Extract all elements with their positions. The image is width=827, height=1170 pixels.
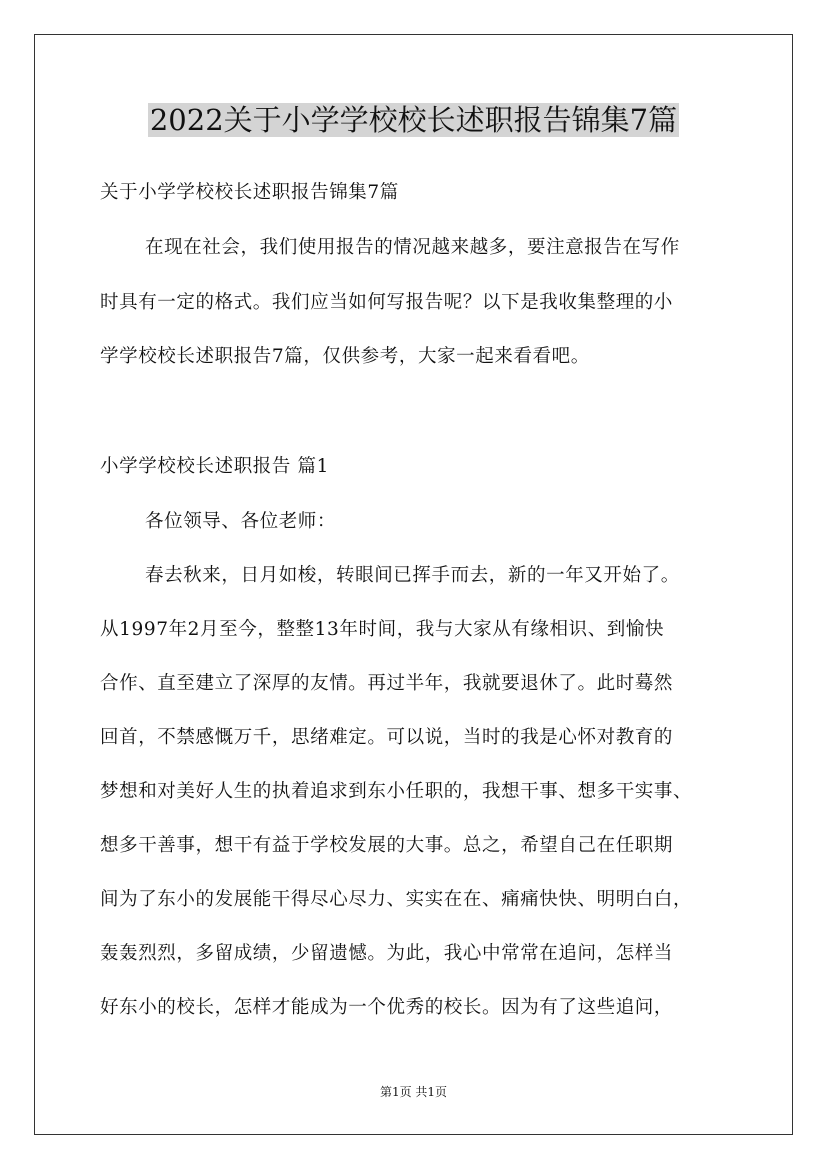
body-line-6: 想多干善事，想干有益于学校发展的大事。总之，希望自己在任职期 [100, 835, 674, 856]
body-line-7: 间为了东小的发展能干得尽心尽力、实实在在、痛痛快快、明明白白， [100, 889, 693, 910]
page-footer: 第1页 共1页 [379, 1085, 448, 1099]
body-line-4: 回首，不禁感慨万千，思绪难定。可以说，当时的我是心怀对教育的 [100, 727, 674, 748]
body-line-8: 轰轰烈烈，多留成绩，少留遗憾。为此，我心中常常在追问，怎样当 [100, 943, 674, 964]
body-line-9: 好东小的校长，怎样才能成为一个优秀的校长。因为有了这些追问， [100, 997, 674, 1018]
document-subtitle: 关于小学学校校长述职报告锦集7篇 [100, 182, 399, 203]
salutation: 各位领导、各位老师： [145, 511, 337, 532]
intro-line-3: 学学校校长述职报告7篇，仅供参考，大家一起来看看吧。 [100, 346, 590, 367]
body-line-2: 从1997年2月至今，整整13年时间，我与大家从有缘相识、到愉快 [100, 619, 665, 640]
section-heading: 小学学校校长述职报告 篇1 [100, 456, 329, 477]
intro-line-1: 在现在社会，我们使用报告的情况越来越多，要注意报告在写作 [145, 237, 680, 258]
intro-line-2: 时具有一定的格式。我们应当如何写报告呢？以下是我收集整理的小 [100, 292, 674, 313]
body-line-3: 合作、直至建立了深厚的友情。再过半年，我就要退休了。此时蓦然 [100, 673, 674, 694]
document-title-text: 2022关于小学学校校长述职报告锦集7篇 [149, 103, 678, 137]
document-title [0, 100, 827, 140]
body-line-5: 梦想和对美好人生的执着追求到东小任职的，我想干事、想多干实事、 [100, 781, 693, 802]
body-line-1: 春去秋来，日月如梭，转眼间已挥手而去，新的一年又开始了。 [145, 565, 680, 586]
